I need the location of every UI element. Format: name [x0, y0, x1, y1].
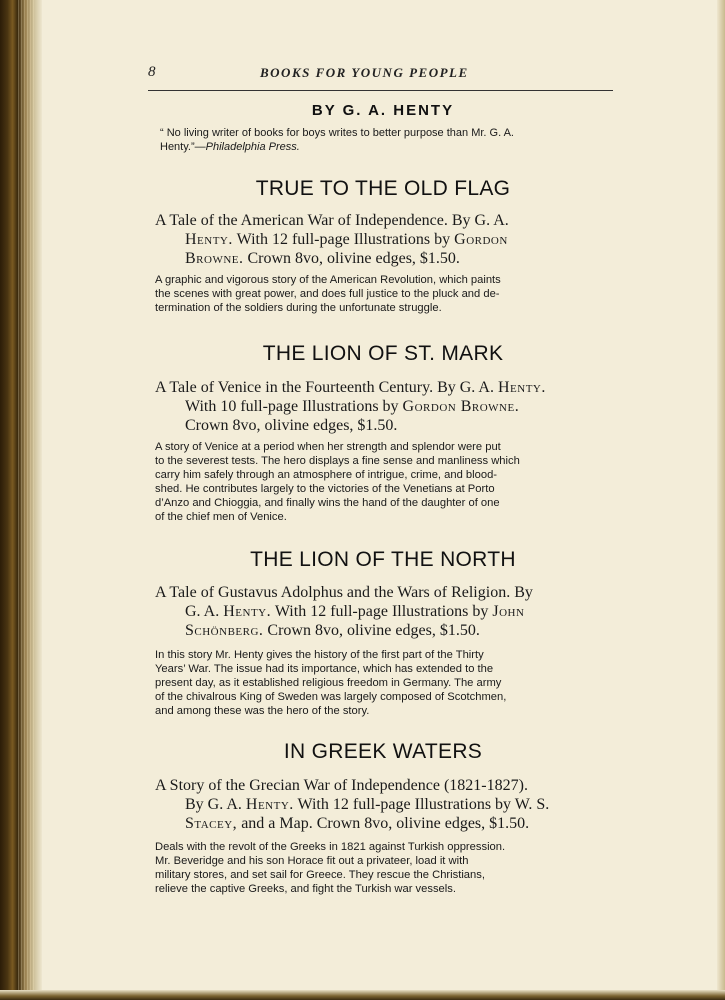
meta-line [155, 814, 615, 833]
meta-line [155, 249, 615, 268]
book-title: THE LION OF THE NORTH [250, 548, 516, 571]
desc-line: shed. He contributes largely to the victories of the Venetians at Porto [155, 483, 495, 495]
author-name: Henty. [245, 796, 294, 813]
meta-text: Crown 8vo, olivine edges, $1.50. [263, 622, 480, 639]
book-description [155, 648, 615, 718]
desc-line: of the chief men of Venice. [155, 511, 287, 523]
desc-line: military stores, and set sail for Greece. They rescue the Christians, [155, 869, 485, 881]
desc-line: termination of the soldiers during the unfortunate struggle. [155, 302, 442, 314]
meta-text: A Tale of Gustavus Adolphus and the Wars of Religion. By [155, 584, 533, 601]
author-heading: BY G. A. HENTY [311, 102, 455, 119]
meta-text: With 12 full-page Illustrations by [232, 231, 455, 248]
meta-text: Crown 8vo, olivine edges, $1.50. [185, 417, 398, 434]
page-number: 8 [148, 64, 156, 80]
meta-line [155, 416, 615, 435]
meta-line [155, 621, 615, 640]
illustrator-name: Schönberg. [185, 622, 264, 639]
running-title: BOOKS FOR YOUNG PEOPLE [260, 65, 469, 80]
illustrator-name: John [492, 603, 525, 620]
desc-line: Years’ War. The issue had its importance, which has extended to the [155, 663, 494, 675]
desc-line: present day, as it established religious freedom in Germany. The army [155, 677, 502, 689]
author-name: Henty. [223, 603, 272, 620]
desc-line: carry him safely through an atmosphere of intrigue, crime, and blood- [155, 469, 498, 481]
meta-line [155, 776, 615, 795]
desc-line: to the severest tests. The hero displays a fine sense and manliness which [155, 455, 520, 467]
book-title: IN GREEK WATERS [283, 740, 483, 763]
book-meta [155, 583, 615, 640]
meta-text: With 12 full-page Illustrations by [271, 603, 493, 620]
header-rule [148, 90, 613, 91]
book-meta [155, 211, 615, 268]
page-right-edge [717, 0, 725, 1000]
meta-line [155, 397, 615, 416]
book-description [155, 273, 615, 315]
book-description [155, 840, 615, 896]
desc-line: A graphic and vigorous story of the American Revolution, which paints [155, 274, 501, 286]
book-gutter [0, 0, 42, 1000]
meta-line [155, 602, 615, 621]
meta-text: With 12 full-page Illustrations by W. S. [293, 796, 550, 813]
author-name: Henty. [185, 231, 233, 248]
meta-text: With 10 full-page Illustrations by [185, 398, 403, 415]
page-bottom-edge [0, 990, 725, 1000]
meta-text: A Tale of Venice in the Fourteenth Century. By G. A. [155, 379, 498, 396]
desc-line: of the chivalrous King of Sweden was largely composed of Scotchmen, [155, 691, 507, 703]
meta-text: A Tale of the American War of Independence. By G. A. [155, 212, 509, 229]
meta-line [155, 795, 615, 814]
meta-text: A Story of the Grecian War of Independence (1821-1827). [155, 777, 528, 794]
meta-line [155, 583, 615, 602]
author-name: Henty. [497, 379, 546, 396]
page-edges [18, 0, 36, 1000]
meta-text: G. A. [185, 603, 224, 620]
quote-line: “ No living writer of books for boys writes to better purpose than Mr. G. A. [160, 127, 514, 139]
meta-line [155, 211, 615, 230]
quote-line: Henty.”— [160, 141, 206, 153]
running-head [148, 64, 613, 86]
desc-line: the scenes with great power, and does full justice to the pluck and de- [155, 288, 500, 300]
illustrator-name: Browne. [185, 250, 244, 267]
desc-line: relieve the captive Greeks, and fight the Turkish war vessels. [155, 883, 456, 895]
desc-line: Mr. Beveridge and his son Horace fit out a privateer, load it with [155, 855, 469, 867]
illustrator-name: Stacey, [185, 815, 238, 832]
meta-text: and a Map. Crown 8vo, olivine edges, $1.50. [237, 815, 530, 832]
desc-line: Deals with the revolt of the Greeks in 1821 against Turkish oppression. [155, 841, 506, 853]
illustrator-name: Gordon Browne. [402, 398, 520, 415]
meta-line [155, 378, 615, 397]
press-quote [160, 126, 615, 154]
quote-source: Philadelphia Press. [205, 141, 300, 153]
illustrator-name: Gordon [454, 231, 508, 248]
desc-line: d’Anzo and Chioggia, and finally wins the hand of the daughter of one [155, 497, 500, 509]
desc-line: A story of Venice at a period when her strength and splendor were put [155, 441, 501, 453]
book-description [155, 440, 615, 524]
meta-line [155, 230, 615, 249]
meta-text: Crown 8vo, olivine edges, $1.50. [243, 250, 460, 267]
book-meta [155, 378, 615, 435]
book-title: THE LION OF ST. MARK [262, 342, 504, 365]
book-title: TRUE TO THE OLD FLAG [255, 177, 511, 200]
book-meta [155, 776, 615, 833]
desc-line: In this story Mr. Henty gives the history of the first part of the Thirty [155, 649, 484, 661]
desc-line: and among these was the hero of the story. [155, 705, 370, 717]
meta-text: By G. A. [185, 796, 246, 813]
